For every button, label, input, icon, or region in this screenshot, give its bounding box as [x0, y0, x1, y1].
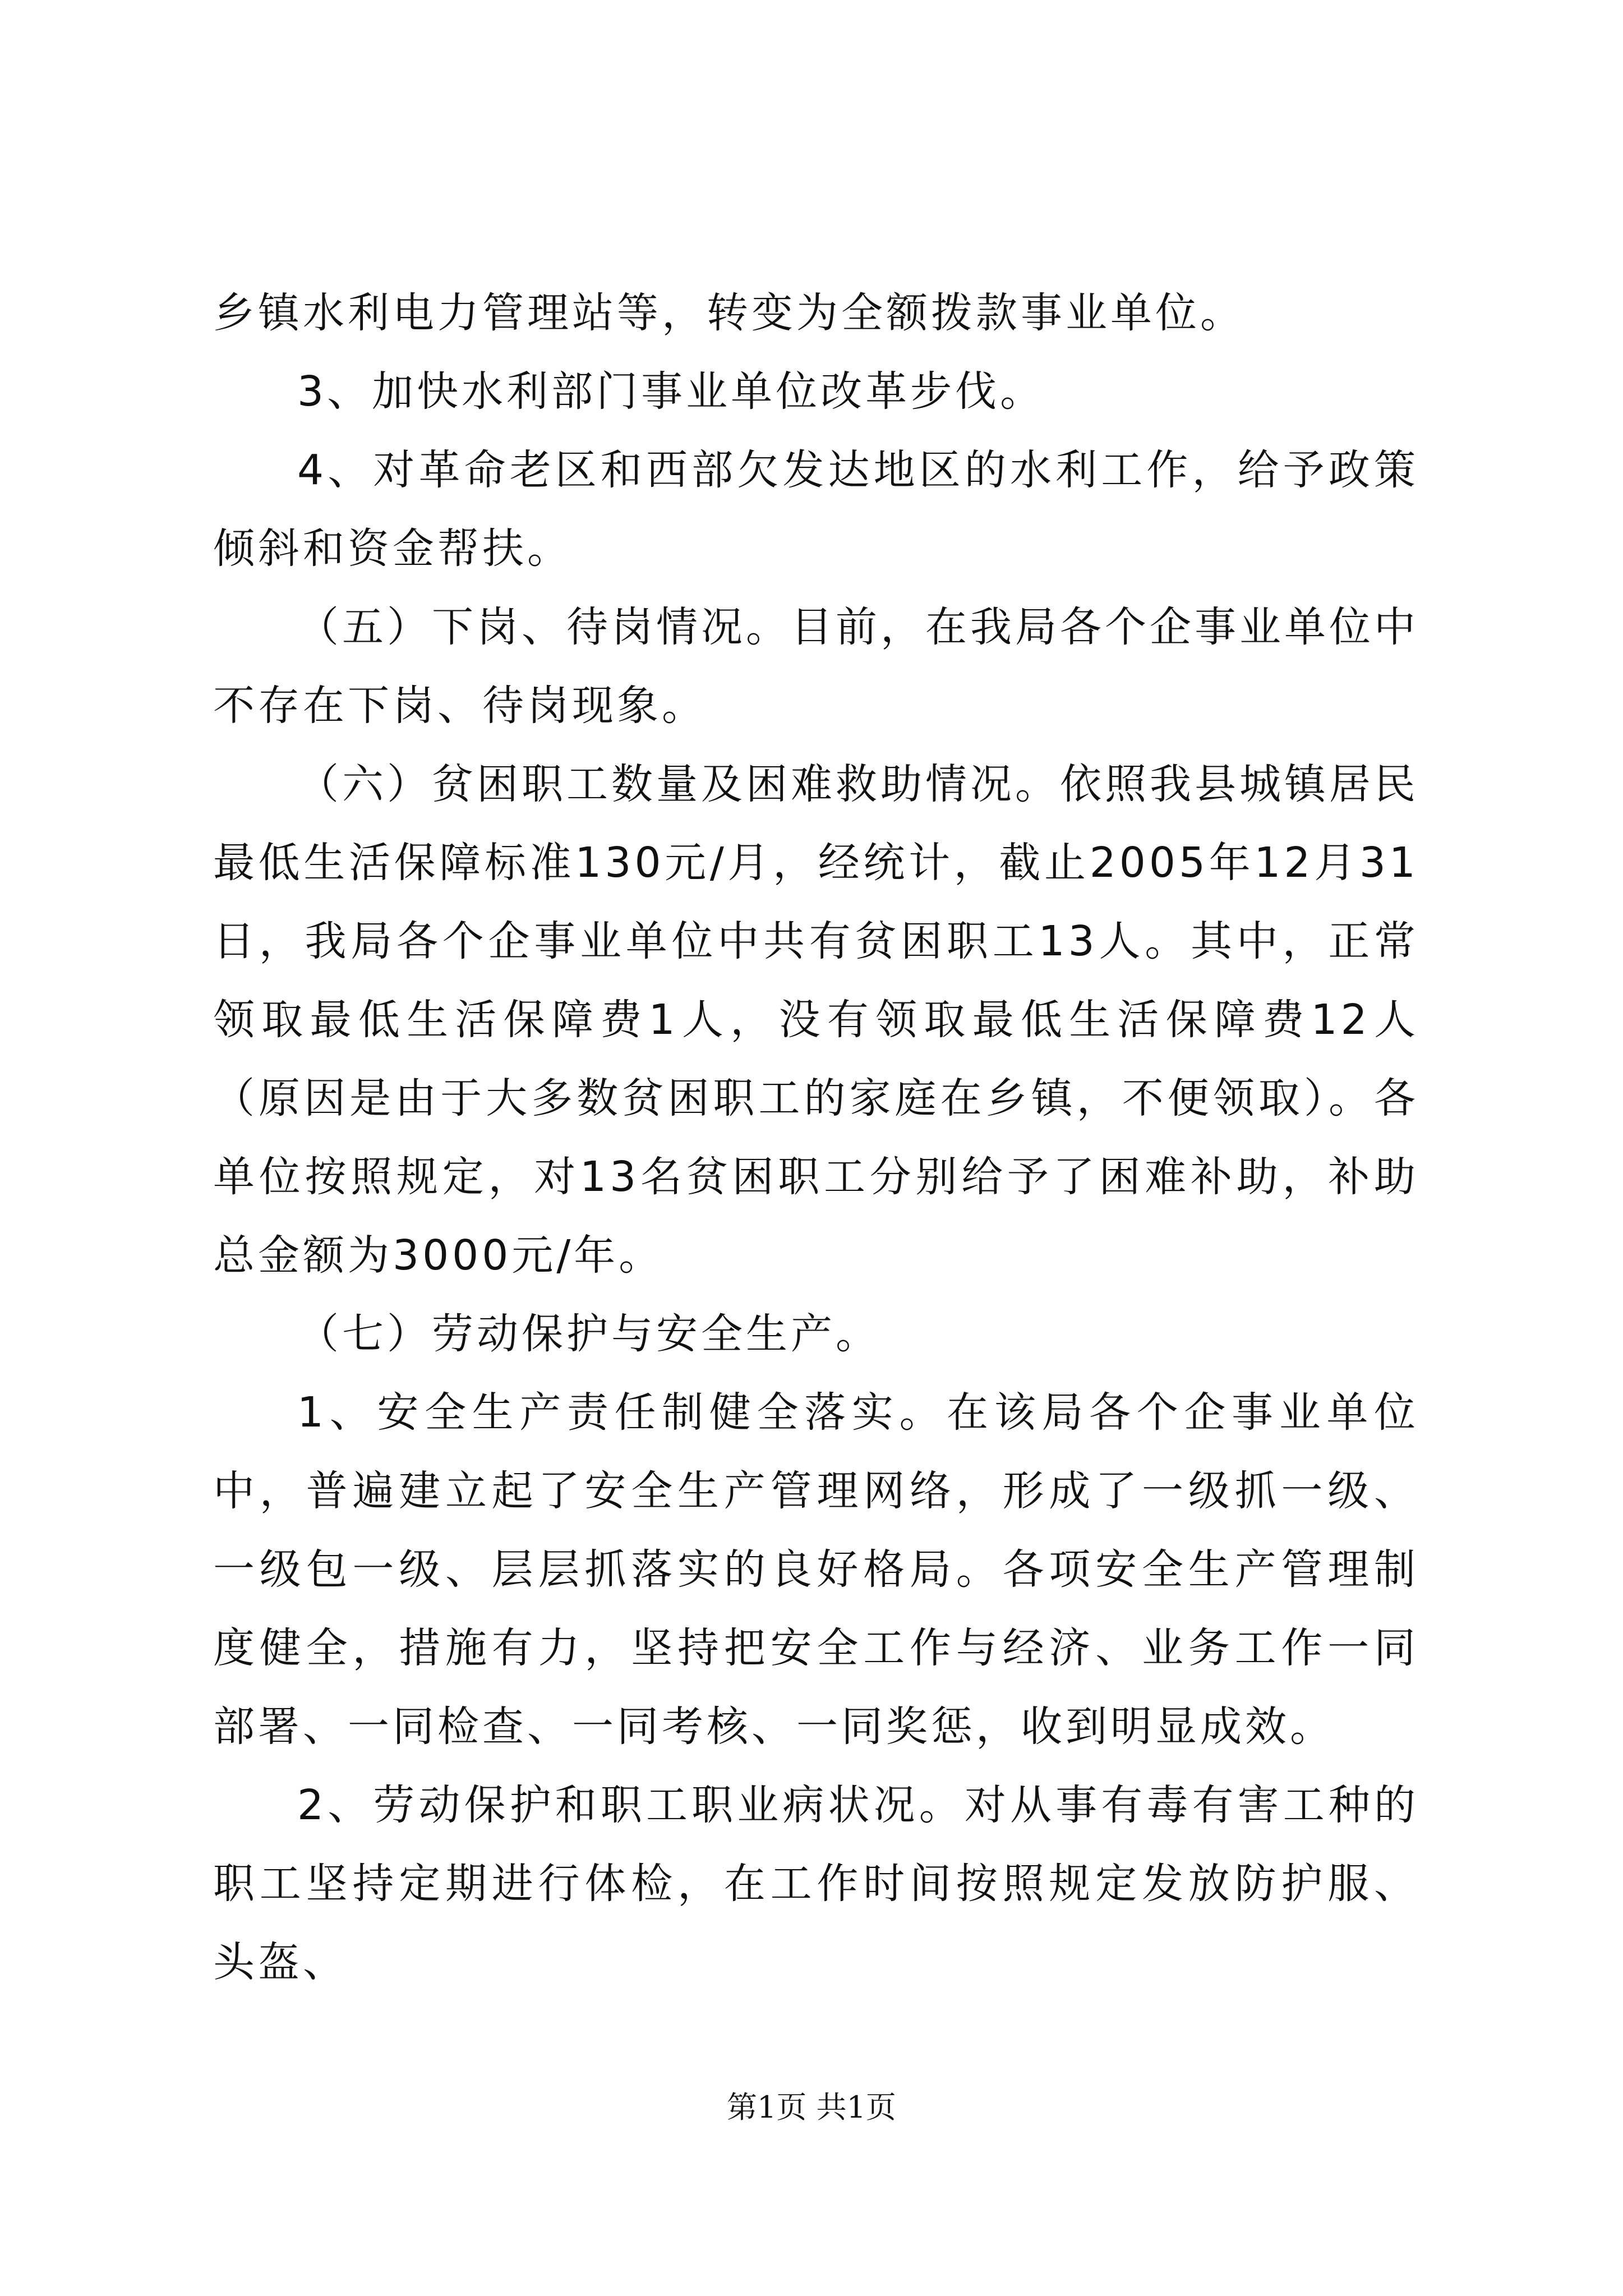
paragraph-1: 乡镇水利电力管理站等，转变为全额拨款事业单位。: [213, 289, 1245, 337]
paragraph-4: （五）下岗、待岗情况。目前，在我局各个企事业单位中不存在下岗、待岗现象。: [213, 603, 1419, 730]
paragraph-7: 1、安全生产责任制健全落实。在该局各个企事业单位中，普遍建立起了安全生产管理网络，形成了一级抓一级、一级包一级、层层抓落实的良好格局。各项安全生产管理制度健全，措施有力，坚持把安全工作与经济、业务工作一同部署、一同检查、一同考核、一同奖惩，收到明显成效。: [213, 1388, 1419, 1751]
page-footer: [0, 2088, 1623, 2127]
paragraph-5: （六）贫困职工数量及困难救助情况。依照我县城镇居民最低生活保障标准130元/月，经统计，截止2005年12月31日，我局各个企事业单位中共有贫困职工13人。其中，正常领取最低生活保障费1人，没有领取最低生活保障费12人（原因是由于大多数贫困职工的家庭在乡镇，不便领取）。各单位按照规定，对13名贫困职工分别给予了困难补助，补助总金额为3000元/年。: [213, 760, 1419, 1280]
paragraph-6: （七）劳动保护与安全生产。: [297, 1310, 880, 1358]
paragraph-2: 3、加快水利部门事业单位改革步伐。: [297, 367, 1045, 416]
document-body: [213, 274, 1419, 2001]
paragraph-8: 2、劳动保护和职工职业病状况。对从事有毒有害工种的职工坚持定期进行体检，在工作时间按照规定发放防护服、头盔、: [213, 1781, 1419, 1986]
page-number-label: 第1页 共1页: [727, 2090, 896, 2125]
paragraph-3: 4、对革命老区和西部欠发达地区的水利工作，给予政策倾斜和资金帮扶。: [213, 446, 1419, 573]
